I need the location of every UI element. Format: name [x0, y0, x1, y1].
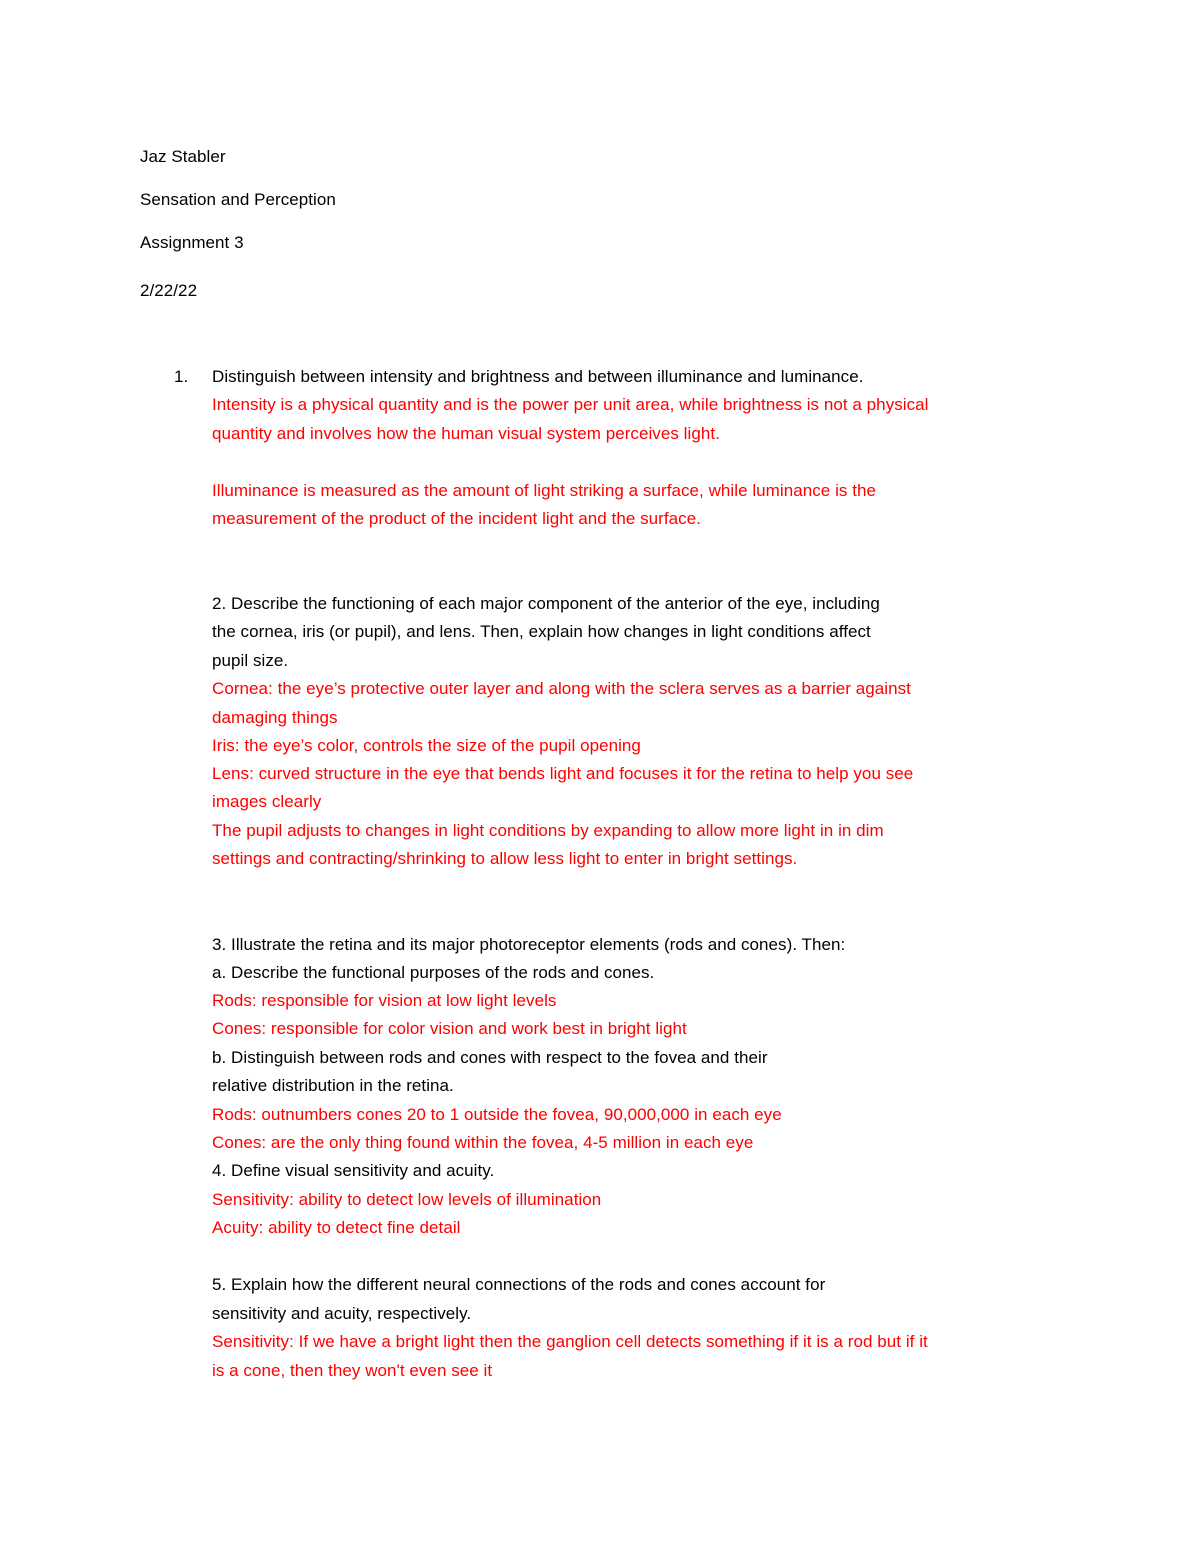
q1-answer-line: Intensity is a physical quantity and is the power per unit area, while brightness is not a physical	[212, 395, 929, 414]
q2-answer-line: damaging things	[212, 708, 338, 727]
q4-answer-line: Acuity: ability to detect fine detail	[212, 1218, 461, 1237]
q5-question-line: 5. Explain how the different neural connections of the rods and cones account for	[212, 1275, 826, 1294]
q1-answer-line: measurement of the product of the incident light and the surface.	[212, 509, 701, 528]
q2-answer-line: Lens: curved structure in the eye that bends light and focuses it for the retina to help you see	[212, 764, 914, 783]
q2-answer-line: images clearly	[212, 792, 322, 811]
assignment-date: 2/22/22	[140, 281, 198, 300]
q3-part-b-line: b. Distinguish between rods and cones with respect to the fovea and their	[212, 1048, 768, 1067]
q2-question-line: pupil size.	[212, 651, 289, 670]
q3-part-b-line: relative distribution in the retina.	[212, 1076, 454, 1095]
q2-answer-line: Iris: the eye’s color, controls the size of the pupil opening	[212, 736, 641, 755]
q1-number: 1.	[174, 367, 189, 386]
q3-part-a: a. Describe the functional purposes of the rods and cones.	[212, 963, 655, 982]
course-title: Sensation and Perception	[140, 190, 336, 209]
q3-answer-b-line: Rods: outnumbers cones 20 to 1 outside the fovea, 90,000,000 in each eye	[212, 1105, 782, 1124]
q3-answer-b-line: Cones: are the only thing found within the fovea, 4-5 million in each eye	[212, 1133, 754, 1152]
q2-question-line: the cornea, iris (or pupil), and lens. Then, explain how changes in light conditions affect	[212, 622, 871, 641]
q2-answer-line: settings and contracting/shrinking to allow less light to enter in bright settings.	[212, 849, 798, 868]
q2-answer-line: Cornea: the eye’s protective outer layer and along with the sclera serves as a barrier against	[212, 679, 911, 698]
q2-question-line: 2. Describe the functioning of each major component of the anterior of the eye, including	[212, 594, 880, 613]
q4-answer-line: Sensitivity: ability to detect low levels of illumination	[212, 1190, 602, 1209]
q5-answer-line: Sensitivity: If we have a bright light then the ganglion cell detects something if it is a rod but if it	[212, 1332, 928, 1351]
q3-answer-a-line: Rods: responsible for vision at low light levels	[212, 991, 557, 1010]
q5-question-line: sensitivity and acuity, respectively.	[212, 1304, 472, 1323]
assignment-label: Assignment 3	[140, 233, 244, 252]
q1-question: Distinguish between intensity and brightness and between illuminance and luminance.	[212, 367, 864, 386]
q5-answer-line: is a cone, then they won't even see it	[212, 1361, 493, 1380]
q3-answer-a-line: Cones: responsible for color vision and work best in bright light	[212, 1019, 687, 1038]
q4-question: 4. Define visual sensitivity and acuity.	[212, 1161, 495, 1180]
q2-answer-line: The pupil adjusts to changes in light conditions by expanding to allow more light in in dim	[212, 821, 884, 840]
q1-answer-line: Illuminance is measured as the amount of light striking a surface, while luminance is the	[212, 481, 876, 500]
q3-question: 3. Illustrate the retina and its major photoreceptor elements (rods and cones). Then:	[212, 935, 846, 954]
q1-answer-line: quantity and involves how the human visual system perceives light.	[212, 424, 720, 443]
author-name: Jaz Stabler	[140, 147, 226, 166]
